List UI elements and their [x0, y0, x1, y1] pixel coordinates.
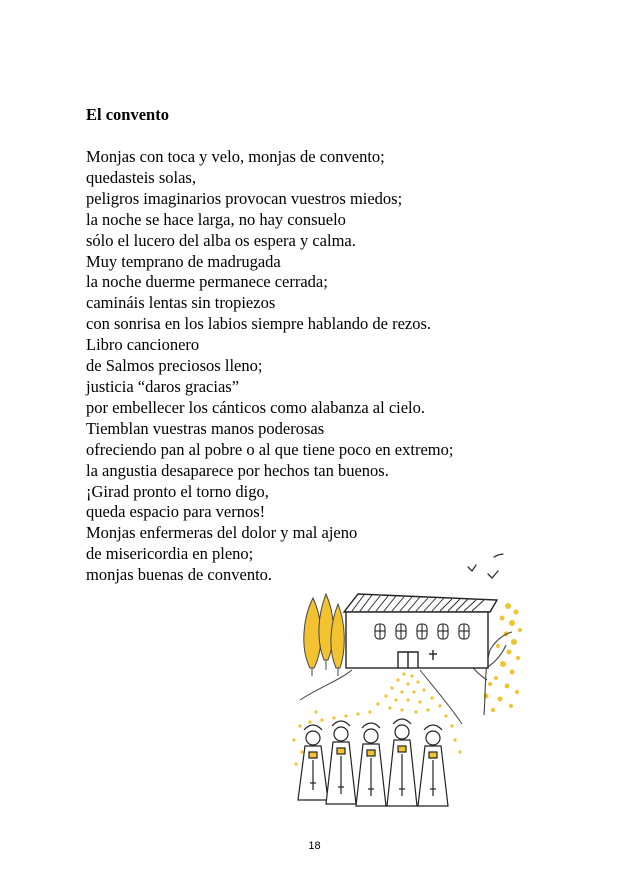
poem-line: queda espacio para vernos!: [86, 502, 266, 522]
poem-line: quedasteis solas,: [86, 167, 196, 187]
poem-line: peligros imaginarios provocan vuestros miedos;: [86, 188, 403, 208]
poem-line: por embellecer los cánticos como alabanza al cielo.: [86, 397, 426, 417]
nun-figure: [326, 721, 356, 804]
poem-line: ofreciendo pan al pobre o al que tiene poco en extremo;: [86, 439, 454, 459]
poem-line: monjas buenas de convento.: [86, 565, 273, 585]
convent-building: [344, 594, 497, 668]
nun-figure: [387, 719, 417, 806]
poem-line: Monjas enfermeras del dolor y mal ajeno: [86, 523, 358, 543]
poem-line: camináis lentas sin tropiezos: [86, 293, 276, 313]
poem-line: Libro cancionero: [86, 335, 200, 355]
poem-line: Muy temprano de madrugada: [86, 251, 281, 271]
cypress-trees: [304, 594, 344, 676]
birds-icon: [468, 554, 503, 578]
poem-title: El convento: [86, 105, 169, 124]
nun-figure: [356, 723, 386, 806]
nun-figure: [298, 725, 328, 800]
poem-line: la noche duerme permanece cerrada;: [86, 272, 328, 292]
poem-line: con sonrisa en los labios siempre hablando de rezos.: [86, 314, 432, 334]
path-outline: [300, 670, 462, 724]
nun-figure: [418, 725, 448, 806]
poem-line: la angustia desaparece por hechos tan buenos.: [86, 460, 389, 480]
poem-line: Monjas con toca y velo, monjas de convento;: [86, 147, 385, 166]
poem-line: de Salmos preciosos lleno;: [86, 356, 263, 376]
poem-line: justicia “daros gracias”: [86, 376, 240, 396]
page-number: 18: [308, 840, 321, 852]
poem-line: la noche se hace larga, no hay consuelo: [86, 209, 346, 229]
convent-illustration: [283, 548, 523, 816]
poem-line: de misericordia en pleno;: [86, 544, 254, 564]
nuns-group: [298, 719, 448, 806]
foliage-dots: [484, 603, 523, 712]
poem-line: ¡Girad pronto el torno digo,: [86, 481, 269, 501]
poem-line: sólo el lucero del alba os espera y calma.: [86, 230, 356, 250]
poem-line: Tiemblan vuestras manos poderosas: [86, 418, 325, 438]
poem-body: [86, 147, 453, 586]
